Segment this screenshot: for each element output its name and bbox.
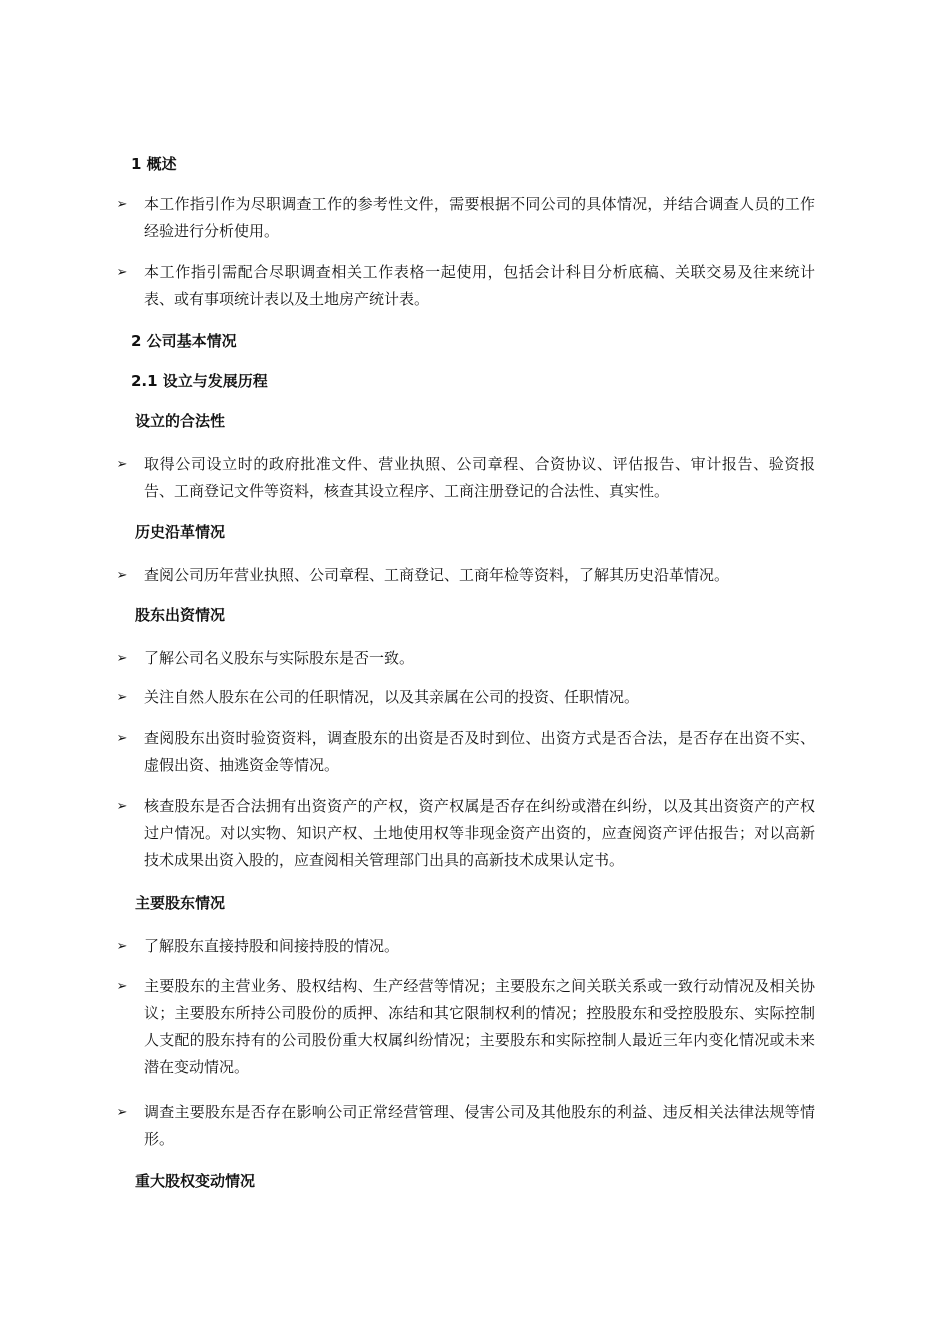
arrow-bullet-icon: ➢: [116, 979, 128, 994]
list-item-text: 了解公司名义股东与实际股东是否一致。: [144, 649, 415, 667]
list-item-text: 查阅股东出资时验资资料，调查股东的出资是否及时到位、出资方式是否合法，是否存在出资不实、虚假出资、抽逃资金等情况。: [144, 729, 815, 774]
list-item: [115, 259, 815, 313]
arrow-bullet-icon: ➢: [116, 651, 128, 666]
section-heading-2-1: 2.1 设立与发展历程: [131, 372, 268, 390]
list-item: [115, 684, 815, 711]
list-item-text: 了解股东直接持股和间接持股的情况。: [144, 937, 400, 955]
arrow-bullet-icon: ➢: [116, 939, 128, 954]
arrow-bullet-icon: ➢: [116, 1105, 128, 1120]
list-item-text: 核查股东是否合法拥有出资资产的产权，资产权属是否存在纠纷或潜在纠纷，以及其出资资产的产权过户情况。对以实物、知识产权、土地使用权等非现金资产出资的，应查阅资产评估报告；对以高新技术成果出资入股的，应查阅相关管理部门出具的高新技术成果认定书。: [144, 797, 815, 869]
arrow-bullet-icon: ➢: [116, 265, 128, 280]
list-item-text: 关注自然人股东在公司的任职情况，以及其亲属在公司的投资、任职情况。: [144, 688, 640, 706]
subheading-legality: 设立的合法性: [135, 412, 226, 430]
list-item: [115, 191, 815, 245]
section-heading-2: 2 公司基本情况: [131, 332, 237, 350]
subheading-capital-contribution: 股东出资情况: [135, 606, 226, 624]
list-item: [115, 793, 815, 874]
list-item-text: 取得公司设立时的政府批准文件、营业执照、公司章程、合资协议、评估报告、审计报告、验资报告、工商登记文件等资料，核查其设立程序、工商注册登记的合法性、真实性。: [144, 455, 815, 500]
list-item: [115, 933, 815, 960]
list-item: [115, 645, 815, 672]
arrow-bullet-icon: ➢: [116, 690, 128, 705]
subheading-history: 历史沿革情况: [135, 523, 226, 541]
subheading-equity-changes: 重大股权变动情况: [135, 1172, 256, 1190]
list-item: [115, 973, 815, 1081]
list-item: [115, 1099, 815, 1153]
list-item: [115, 725, 815, 779]
list-item-text: 本工作指引需配合尽职调查相关工作表格一起使用，包括会计科目分析底稿、关联交易及往来统计表、或有事项统计表以及土地房产统计表。: [144, 263, 815, 308]
arrow-bullet-icon: ➢: [116, 457, 128, 472]
list-item: [115, 451, 815, 505]
arrow-bullet-icon: ➢: [116, 197, 128, 212]
section-heading-1: 1 概述: [131, 155, 177, 173]
list-item-text: 本工作指引作为尽职调查工作的参考性文件，需要根据不同公司的具体情况，并结合调查人员的工作经验进行分析使用。: [144, 195, 815, 240]
subheading-major-shareholders: 主要股东情况: [135, 894, 226, 912]
arrow-bullet-icon: ➢: [116, 731, 128, 746]
arrow-bullet-icon: ➢: [116, 568, 128, 583]
arrow-bullet-icon: ➢: [116, 799, 128, 814]
list-item: [115, 562, 815, 589]
list-item-text: 查阅公司历年营业执照、公司章程、工商登记、工商年检等资料，了解其历史沿革情况。: [144, 566, 730, 584]
list-item-text: 调查主要股东是否存在影响公司正常经营管理、侵害公司及其他股东的利益、违反相关法律法规等情形。: [144, 1103, 815, 1148]
list-item-text: 主要股东的主营业务、股权结构、生产经营等情况；主要股东之间关联关系或一致行动情况及相关协议；主要股东所持公司股份的质押、冻结和其它限制权利的情况；控股股东和受控股股东、实际控制人支配的股东持有的公司股份重大权属纠纷情况；主要股东和实际控制人最近三年内变化情况或未来潜在变动情况。: [144, 977, 815, 1076]
